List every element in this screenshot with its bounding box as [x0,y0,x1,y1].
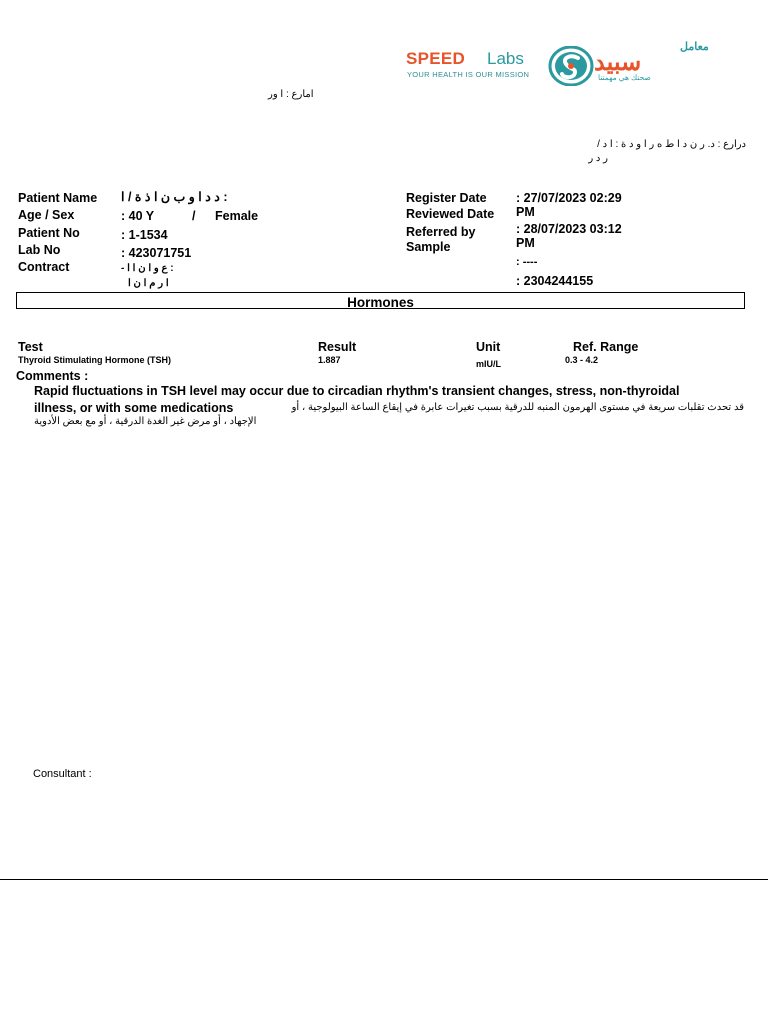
register-date-ampm: PM [516,205,535,219]
speed-labs-logo [404,41,734,86]
patient-name-value: : د د ا و ب ن ا ذ ة / ا [121,190,228,204]
logo-brand-labs: Labs [487,49,524,68]
reviewed-date-value: : 28/07/2023 03:12 [516,222,622,236]
header-arabic-line-2: ر د ر [588,153,608,164]
referred-by-label: Referred by [406,225,476,239]
result-unit: mIU/L [476,359,502,369]
header-arabic-title: امارع : ا ور [268,89,314,100]
section-header-box [16,292,745,309]
contract-value-2: ا ر م ا ن ا [128,278,169,289]
logo-mark-icon [548,46,594,86]
result-ref-range: 0.3 - 4.2 [565,355,599,365]
sex-value: Female [215,209,259,223]
age-sex-separator: / [192,209,196,223]
register-date-label: Register Date [406,191,487,205]
comments-label: Comments : [16,369,89,383]
logo-brand-speed: SPEED [406,49,466,68]
footer-divider [0,879,768,880]
reviewed-date-label: Reviewed Date [406,207,495,221]
lab-no-label: Lab No [18,243,61,257]
col-header-unit: Unit [476,340,501,354]
comment-arabic-line-2: الإجهاد ، أو مرض غير الغدة الدرقية ، أو مع بعض الأدوية [34,416,257,427]
sample-value: : 2304244155 [516,274,594,288]
logo-brand-ar-small: معامل [680,41,709,53]
patient-name-label: Patient Name [18,191,98,205]
col-header-result: Result [318,340,357,354]
contract-label: Contract [18,260,70,274]
result-test-name: Thyroid Stimulating Hormone (TSH) [18,355,171,365]
comment-english-line-1: Rapid fluctuations in TSH level may occur due to circadian rhythm's transient changes, stress, non-thyroidal [34,384,680,398]
reviewed-date-ampm: PM [516,236,535,250]
col-header-test: Test [18,340,43,354]
result-value: 1.887 [318,355,341,365]
contract-value-1: : ع و ا ن ا ا - [121,263,174,274]
logo-tagline: YOUR HEALTH IS OUR MISSION [407,70,530,79]
consultant-label: Consultant : [33,768,92,780]
register-date-value: : 27/07/2023 02:29 [516,191,622,205]
age-value: : 40 Y [121,209,155,223]
lab-no-value: : 423071751 [121,246,192,260]
col-header-ref-range: Ref. Range [573,340,639,354]
section-title: Hormones [347,295,414,310]
comment-arabic-line-1: قد تحدث تقلبات سريعة في مستوى الهرمون المنبه للدرقية بسبب تغيرات عابرة في إيقاع الساعة البيولوجية ، أو [291,402,744,413]
patient-no-value: : 1-1534 [121,228,168,242]
comment-english-line-2: illness, or with some medications [34,401,234,415]
referred-by-value: : ---- [516,256,538,268]
header-arabic-line-1: درارع : د. ر ن د ا ط ه ر ا و د ة : ا د / [597,139,746,150]
logo-brand-ar: سبيد [594,49,642,76]
age-sex-label: Age / Sex [18,208,75,222]
logo-tagline-ar: صحتك هي مهمتنا [598,73,651,82]
patient-no-label: Patient No [18,226,80,240]
sample-label: Sample [406,240,451,254]
